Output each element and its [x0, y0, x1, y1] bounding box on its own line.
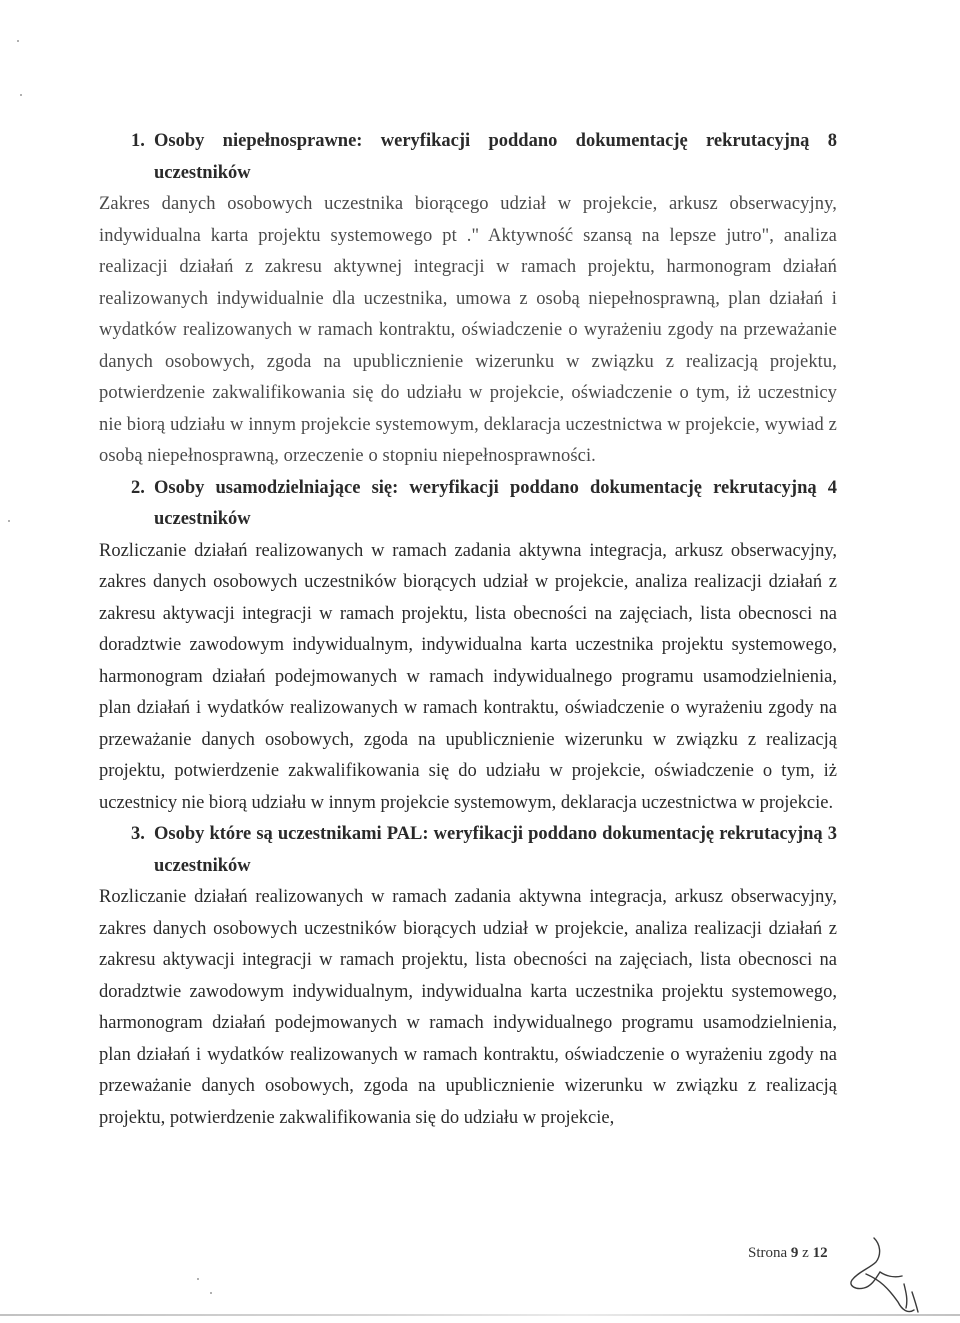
section-number: 3.	[131, 824, 145, 844]
section-3	[99, 819, 837, 1134]
scan-speck	[20, 94, 22, 96]
page-current: 9	[790, 1245, 799, 1261]
section-heading	[99, 473, 837, 536]
section-heading-text: Osoby usamodzielniające się: weryfikacji poddano dokumentację rekrutacyjną 4 uczestników	[154, 477, 837, 529]
document-body	[99, 126, 837, 1134]
scan-edge-line	[0, 1314, 960, 1316]
section-number: 1.	[131, 131, 145, 151]
section-body: Rozliczanie działań realizowanych w ramach zadania aktywna integracja, arkusz obserwacyjny, zakres danych osobowych uczestników biorących udział w projekcie, analiza realizacji działań z zakresu aktywacji integracji w ramach projektu, lista obecności na zajęciach, lista obecnosci na doradztwie zawodowym indywidualnym, indywidualna karta uczestnika projektu systemowego, harmonogram działań podejmowanych w ramach indywidualnego programu usamodzielnienia, plan działań i wydatków realizowanych w ramach kontraktu, oświadczenie o wyrażeniu zgody na przeważanie danych osobowych, zgoda na upublicznienie wizerunku w związku z realizacją projektu, potwierdzenie zakwalifikowania się do udziału w projekcie, oświadczenie o tym, iż uczestnicy nie biorą udziału w innym projekcie systemowym, deklaracja uczestnictwa w projekcie.	[99, 540, 837, 813]
section-heading-text: Osoby niepełnosprawne: weryfikacji poddano dokumentację rekrutacyjną 8 uczestników	[154, 131, 837, 183]
section-heading	[99, 819, 837, 882]
section-1	[99, 126, 837, 473]
section-heading	[99, 126, 837, 189]
section-2	[99, 473, 837, 820]
section-body: Zakres danych osobowych uczestnika biorącego udział w projekcie, arkusz obserwacyjny, indywidualna karta projektu systemowego pt ." Aktywność szansą na lepsze jutro", analiza realizacji działań z zakresu aktywnej integracji w ramach projektu, harmonogram działań realizowanych indywidualnie dla uczestnika, umowa z osobą niepełnosprawną, plan działań i wydatków realizowanych w ramach kontraktu, oświadczenie o wyrażeniu zgody na przeważanie danych osobowych, zgoda na upublicznienie wizerunku w związku z realizacją projektu, potwierdzenie zakwalifikowania się do udziału w projekcie, oświadczenie o tym, iż uczestnicy nie biorą udziału w innym projekcie systemowym, deklaracja uczestnictwa w projekcie, wywiad z osobą niepełnosprawną, orzeczenie o stopniu niepełnosprawności.	[99, 194, 837, 466]
section-body: Rozliczanie działań realizowanych w ramach zadania aktywna integracja, arkusz obserwacyjny, zakres danych osobowych uczestników biorących udział w projekcie, analiza realizacji działań z zakresu aktywacji integracji w ramach projektu, lista obecności na zajęciach, lista obecnosci na doradztwie zawodowym indywidualnym, indywidualna karta uczestnika projektu systemowego, harmonogram działań podejmowanych w ramach indywidualnego programu usamodzielnienia, plan działań i wydatków realizowanych w ramach kontraktu, oświadczenie o wyrażeniu zgody na przeważanie danych osobowych, zgoda na upublicznienie wizerunku w związku z realizacją projektu, potwierdzenie zakwalifikowania się do udziału w projekcie,	[99, 887, 837, 1128]
scan-speck	[17, 40, 19, 42]
scan-speck	[210, 1292, 212, 1294]
page-separator: z	[802, 1245, 809, 1261]
page-number	[748, 1245, 828, 1262]
page-label: Strona	[748, 1245, 788, 1261]
scan-speck	[197, 1278, 199, 1280]
page-total: 12	[812, 1245, 828, 1261]
handwritten-initials-icon	[836, 1228, 926, 1318]
section-number: 2.	[131, 477, 145, 498]
section-heading-text: Osoby które są uczestnikami PAL: weryfikacji poddano dokumentację rekrutacyjną 3 uczestników	[154, 824, 837, 876]
scan-speck	[8, 520, 10, 522]
